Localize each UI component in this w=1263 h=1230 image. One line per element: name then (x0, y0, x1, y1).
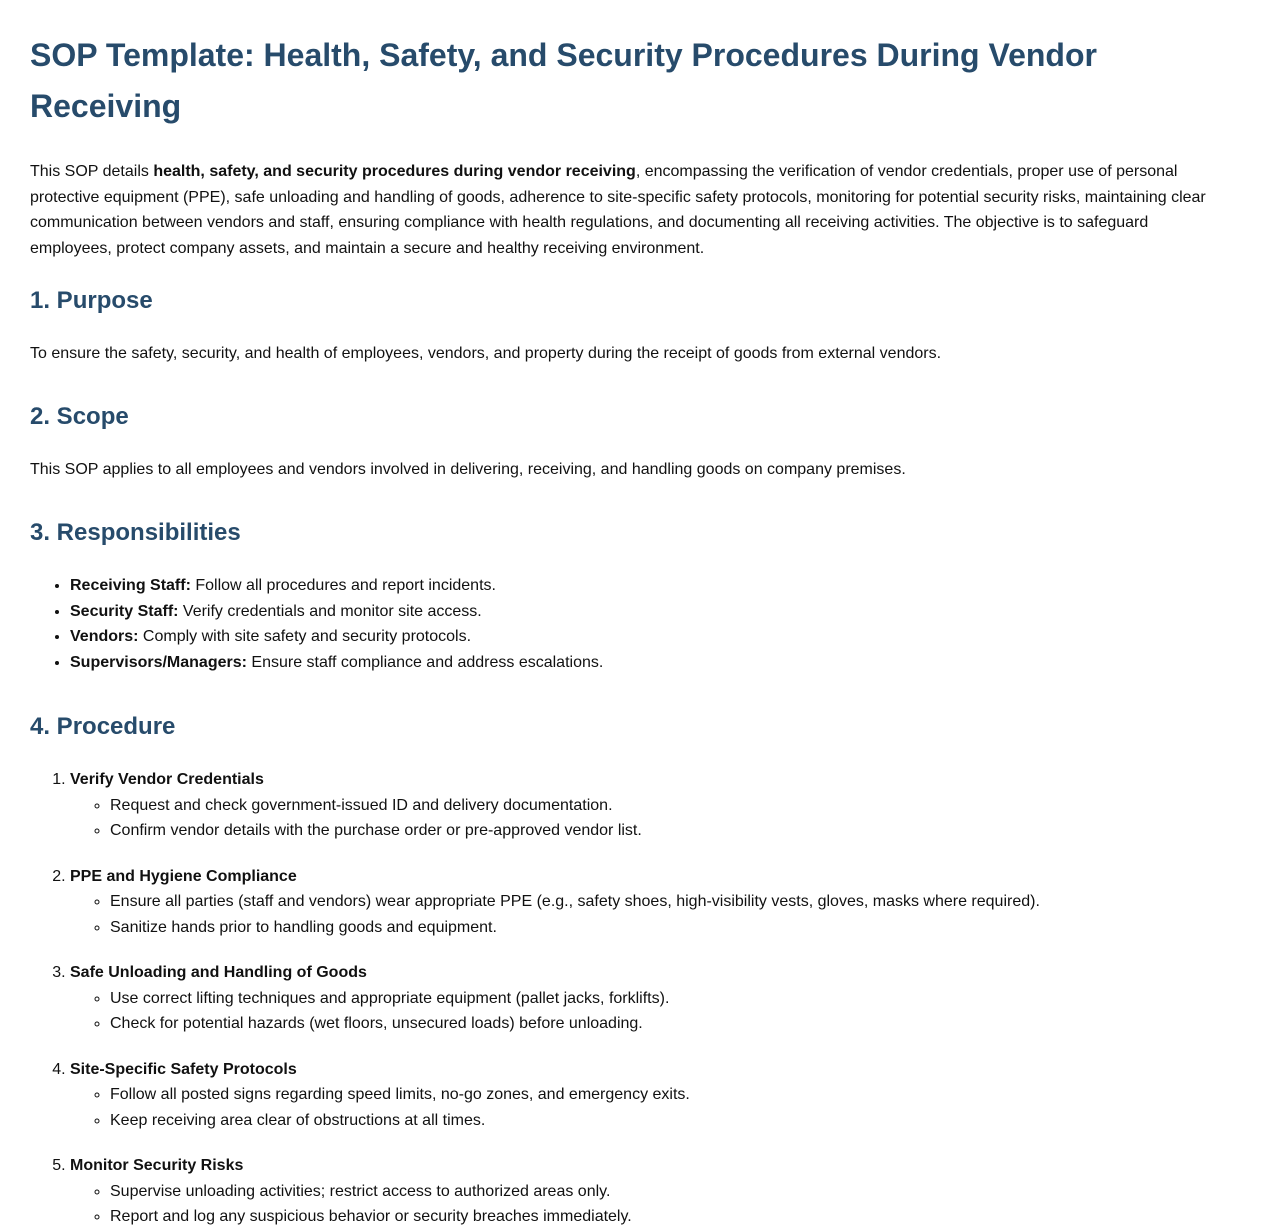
intro-rest: , encompassing the verification of vendor credentials, proper use of personal protective equipment (PPE), safe unloading and handling of goods, adherence to site-specific safety protocols, monitoring for potential security risks, maintaining clear communication between vendors and staff, ensuring compliance with health regulations, and documenting all receiving activities. The objective is to safeguard employees, protect company assets, and maintain a secure and healthy receiving environment. (30, 163, 1206, 257)
procedure-step (70, 960, 1233, 1037)
sub-item: ◦ Confirm vendor details with the purchase order or pre-approved vendor list. (110, 818, 1233, 844)
sub-item: ◦ Report and log any suspicious behavior or security breaches immediately. (110, 1204, 1233, 1230)
responsibilities-list (30, 573, 1233, 675)
step-title: Monitor Security Risks (70, 1157, 244, 1174)
role-label: Receiving Staff: (70, 577, 191, 594)
role-text: Comply with site safety and security protocols. (138, 628, 472, 645)
sub-item: ◦ Follow all posted signs regarding speed limits, no-go zones, and emergency exits. (110, 1082, 1233, 1108)
step-title: Safe Unloading and Handling of Goods (70, 964, 367, 981)
step-sublist (70, 986, 1233, 1037)
procedure-step (70, 1057, 1233, 1134)
list-item (70, 650, 1233, 676)
procedure-step (70, 1153, 1233, 1230)
role-text: Follow all procedures and report incidents. (190, 577, 496, 594)
procedure-heading: 4. Procedure (30, 713, 176, 740)
sub-item: ◦ Keep receiving area clear of obstructions at all times. (110, 1108, 1233, 1134)
sub-item: ◦ Ensure all parties (staff and vendors) wear appropriate PPE (e.g., safety shoes, high-visibility vests, gloves, masks where required). (110, 889, 1233, 915)
intro-paragraph (30, 159, 1233, 261)
scope-text: This SOP applies to all employees and vendors involved in delivering, receiving, and handling goods on company premises. (30, 460, 906, 478)
page-title: SOP Template: Health, Safety, and Security Procedures During Vendor Receiving (30, 37, 1097, 124)
purpose-heading: 1. Purpose (30, 287, 153, 314)
purpose-text: To ensure the safety, security, and health of employees, vendors, and property during the receipt of goods from external vendors. (30, 345, 942, 362)
sub-item: ◦ Check for potential hazards (wet floors, unsecured loads) before unloading. (110, 1011, 1233, 1037)
step-title: Verify Vendor Credentials (70, 771, 264, 788)
sub-item: ◦ Use correct lifting techniques and appropriate equipment (pallet jacks, forklifts). (110, 986, 1233, 1012)
list-item (70, 599, 1233, 625)
step-sublist (70, 1179, 1233, 1230)
sub-item: ◦ Sanitize hands prior to handling goods and equipment. (110, 915, 1233, 941)
sub-item: ◦ Supervise unloading activities; restrict access to authorized areas only. (110, 1179, 1233, 1205)
role-label: Supervisors/Managers: (70, 653, 247, 671)
list-item (70, 624, 1233, 650)
scope-heading: 2. Scope (30, 402, 129, 430)
procedure-step (70, 864, 1233, 941)
step-title: PPE and Hygiene Compliance (70, 867, 297, 885)
step-sublist (70, 1082, 1233, 1133)
list-item (70, 573, 1233, 599)
sub-item: ◦ Request and check government-issued ID and delivery documentation. (110, 793, 1233, 819)
step-sublist (70, 889, 1233, 940)
procedure-list (30, 767, 1233, 1230)
role-text: Ensure staff compliance and address escalations. (246, 653, 604, 671)
role-label: Security Staff: (70, 602, 179, 620)
intro-bold: health, safety, and security procedures during vendor receiving (153, 163, 636, 180)
step-sublist (70, 793, 1233, 844)
intro-lead: This SOP details (30, 163, 154, 180)
procedure-step (70, 767, 1233, 844)
step-title: Site-Specific Safety Protocols (70, 1060, 297, 1078)
responsibilities-heading: 3. Responsibilities (30, 519, 241, 546)
role-label: Vendors: (70, 628, 139, 645)
role-text: Verify credentials and monitor site access. (178, 602, 482, 620)
